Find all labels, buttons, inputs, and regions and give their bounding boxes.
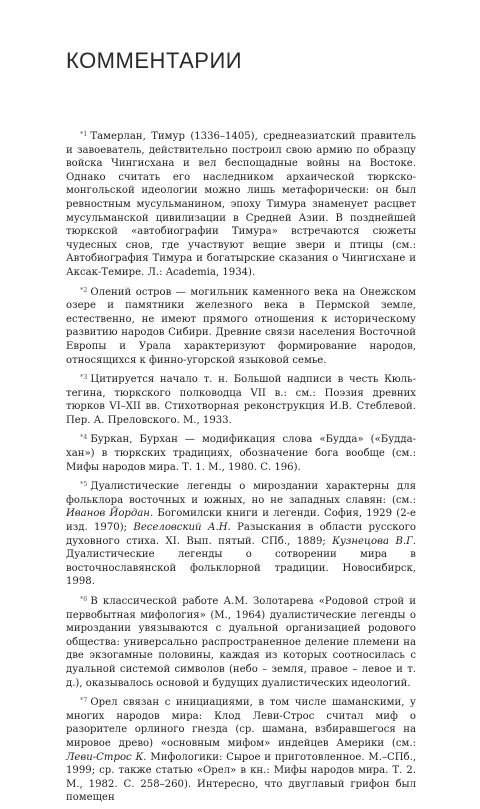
- note-marker: *7: [80, 696, 88, 705]
- note-text: Мифологики: Сырое и приготовленное. М.–СПб., 1999; ср. также статью «Орел» в кн.: Мифы народов мира. Т. 2. М., 1982. С. 258–260). Интересно, что двуглавый грифон был помещен: [66, 751, 416, 804]
- note-text: Орел связан с инициациями, в том числе шаманскими, у многих народов мира: Клод Леви-Строс считал миф о разорителе орлиного гнезда (ср. шамана, взбиравшегося на мировое древо) «основным мифом» индейцев Америки (см.:: [66, 697, 416, 749]
- note-text: Цитируется начало т. н. Большой надписи в честь Кюль-тегина, тюркского полководца VII в.: см.: Поэзия древних тюрков VI–XII вв. Стихотворная реконструкция И.В. Стеблевой. Пер. А. Преловского. М., 1933.: [66, 374, 416, 426]
- comment-note: [66, 694, 416, 805]
- author-name: Веселовский А.Н.: [133, 522, 231, 534]
- comment-note: [66, 593, 416, 690]
- note-text: Олений остров — могильник каменного века на Онежском озере и памятники железного века в Пермской земле, естественно, не имеют прямого отношения к историческому развитию народов Сибири. Древние связи населения Восточной Европы и Урала характеризуют формирование народов, относящихся к финно-угорской языковой семье.: [66, 286, 416, 366]
- comment-note: [66, 128, 416, 280]
- note-marker: *4: [80, 433, 88, 442]
- comment-note: [66, 478, 416, 589]
- comments-list: [66, 128, 416, 809]
- note-text: Разыскания в области русского духовного стиха. XI. Вып. пятый. СПб., 1889;: [66, 522, 416, 547]
- comment-note: [66, 284, 416, 368]
- comment-note: [66, 371, 416, 427]
- author-name: Леви-Строс К.: [66, 751, 147, 763]
- author-name: Иванов Йордан.: [66, 508, 154, 520]
- page-title: КОММЕНТАРИИ: [66, 48, 243, 73]
- note-marker: *2: [80, 285, 88, 294]
- note-text: Тамерлан, Тимур (1336–1405), среднеазиатский правитель и завоеватель, действительно построил свою армию по образцу войска Чингисхана и вел беспощадные войны на Востоке. Однако считать его наследником архаической тюркско-монгольской идеологии можно лишь метафорически: он был ревностным мусульманином, эпоху Тимура знаменует расцвет мусульманской цивилизации в Средней Азии. В позднейшей тюркской «автобиографии Тимура» встречаются сюжеты чудесных снов, где участвуют вещие звери и птицы (см.: Автобиография Тимура и богатырские сказания о Чингисхане и Аксак-Темире. Л.: Academia, 1934).: [66, 131, 416, 278]
- note-text: Буркан, Бурхан — модификация слова «Будда» («Будда-хан») в тюркских традициях, обозначение бога вообще (см.: Мифы народов мира. Т. 1. М., 1980. С. 196).: [66, 434, 416, 473]
- note-marker: *5: [80, 480, 88, 489]
- note-text: Дуалистические легенды о мироздании характерны для фольклора восточных и южных, но не западных славян: (см.:: [66, 481, 416, 506]
- note-text: В классической работе А.М. Золотарева «Родовой строй и первобытная мифология» (М., 1964) дуалистические легенды о мироздании увязываются с дуальной организацией родового общества: универсально распространенное деление племени на две экзогамные половины, каждая из которых соотносилась с дуальной системой символов (небо – земля, правое – левое и т. д.), оказывалось основой и будущих дуалистических идеологий.: [66, 596, 416, 689]
- note-marker: *6: [80, 595, 88, 603]
- author-name: Кузнецова В.Г.: [332, 535, 416, 547]
- comment-note: [66, 431, 416, 474]
- note-text: Богомилски книги и легенди. София, 1929 (2-е изд. 1970);: [66, 508, 416, 534]
- note-marker: *3: [80, 373, 88, 382]
- note-marker: *1: [80, 130, 88, 138]
- note-text: Дуалистические легенды о сотворении мира в восточнославянской фольклорной традиции. Новосибирск, 1998.: [66, 549, 416, 588]
